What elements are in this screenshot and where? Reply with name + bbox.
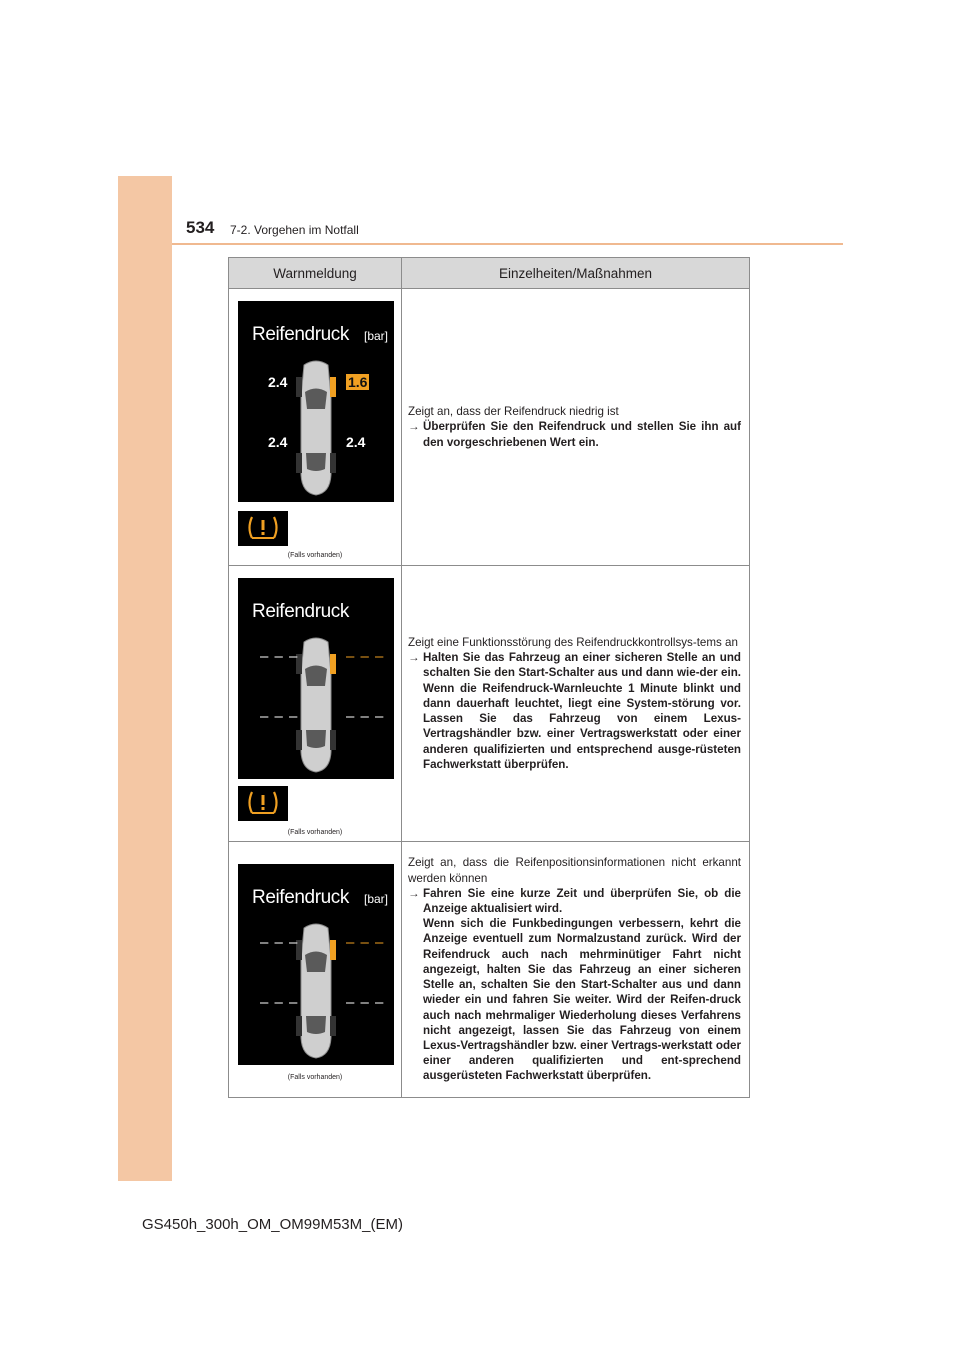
arrow-icon: → <box>408 886 420 900</box>
warning-image-cell <box>229 289 402 566</box>
screen-title: Reifendruck <box>252 887 349 908</box>
pressure-rear-right: – – – <box>346 708 385 725</box>
table-row <box>229 289 750 566</box>
tire-pressure-warning-icon <box>238 511 288 546</box>
action-note: Wenn sich die Funkbedingungen verbessern, kehrt die Anzeige eventuell zum Normalzustand zurück. Wird der Reifendruck auch nach mehrminütiger Fahrt nicht angezeigt, halten Sie das Fahrzeug an einer sicheren Stelle an, schalten Sie den Start-Schalter aus und dann wieder ein und fahren Sie weiter. Wird der Reifen-druck auch nach mehrmaliger Wiederholung dieses Verfahrens nicht angezeigt, lassen Sie das Fahrzeug von einem Lexus-Vertragshändler bzw. einer Vertrags-werkstatt oder einer anderen qualifizierten und ent-sprechend ausgerüsteten Fachwerkstatt überprüfen. <box>423 917 741 1083</box>
screen-title: Reifendruck <box>252 324 349 345</box>
page-number: 534 <box>186 218 215 237</box>
action-item <box>408 886 741 1084</box>
col-header-warning: Warnmeldung <box>229 258 402 289</box>
description: Zeigt an, dass der Reifendruck niedrig ist <box>408 405 619 419</box>
pressure-rear-left: – – – <box>260 708 299 725</box>
car-top-view-icon <box>294 357 338 497</box>
car-top-view-icon <box>294 920 338 1060</box>
tire-pressure-screen <box>238 864 394 1065</box>
col-header-details: Einzelheiten/Maßnahmen <box>402 258 750 289</box>
pressure-front-left: 2.4 <box>268 374 288 390</box>
pressure-front-right: – – – <box>346 648 385 665</box>
action-text: Fahren Sie eine kurze Zeit und überprüfen Sie, ob die Anzeige aktualisiert wird. <box>423 886 741 916</box>
details-cell <box>402 842 750 1098</box>
tire-pressure-screen <box>238 301 394 502</box>
tire-pressure-screen <box>238 578 394 779</box>
pressure-rear-left: – – – <box>260 994 299 1011</box>
chapter-sidebar <box>118 176 172 1181</box>
car-top-view-icon <box>294 634 338 774</box>
optional-note: (Falls vorhanden) <box>287 552 343 559</box>
details-cell <box>402 566 750 842</box>
warning-image-cell <box>229 842 402 1098</box>
optional-note: (Falls vorhanden) <box>287 829 343 836</box>
table-row <box>229 566 750 842</box>
table-header-row <box>229 258 750 289</box>
action-item <box>408 650 741 772</box>
arrow-icon: → <box>408 651 420 665</box>
description: Zeigt eine Funktionsstörung des Reifendruckkontrollsys-tems an <box>408 636 738 650</box>
screen-title: Reifendruck <box>252 601 349 622</box>
pressure-front-left: – – – <box>260 648 299 665</box>
pressure-rear-right: – – – <box>346 994 385 1011</box>
warning-image-cell <box>229 566 402 842</box>
description: Zeigt an, dass die Reifenpositionsinformationen nicht erkannt werden können <box>408 856 741 885</box>
action-text: Überprüfen Sie den Reifendruck und stellen Sie ihn auf den vorgeschriebenen Wert ein. <box>423 420 741 449</box>
table-row <box>229 842 750 1098</box>
action-text: Halten Sie das Fahrzeug an einer sicheren Stelle an und schalten Sie den Start-Schalter aus und dann wie-der ein. Wenn die Reifendruck-Warnleuchte 1 Minute blinkt und dann dauerhaft leuchtet, liegt eine System-störung vor. Lassen Sie das Fahrzeug von einem Lexus-Vertragshändler bzw. einer Vertragswerkstatt oder einer anderen qualifizierten und entsprechend ausge-rüsteten Fachwerkstatt überprüfen. <box>423 651 741 771</box>
action-item <box>408 419 741 449</box>
document-code: GS450h_300h_OM_OM99M53M_(EM) <box>142 1216 403 1233</box>
arrow-icon: → <box>408 420 420 434</box>
screen-unit: [bar] <box>363 329 388 343</box>
pressure-front-right-low: 1.6 <box>348 374 368 390</box>
tire-pressure-warning-icon <box>238 786 288 821</box>
pressure-front-right: – – – <box>346 934 385 951</box>
action-body <box>423 886 741 1084</box>
pressure-rear-right: 2.4 <box>346 434 366 450</box>
details-cell <box>402 289 750 566</box>
warning-table <box>228 257 750 1098</box>
pressure-front-left: – – – <box>260 934 299 951</box>
screen-unit: [bar] <box>363 892 388 906</box>
optional-note: (Falls vorhanden) <box>287 1074 343 1081</box>
header-rule <box>172 243 843 245</box>
pressure-rear-left: 2.4 <box>268 434 288 450</box>
section-title: 7-2. Vorgehen im Notfall <box>230 223 359 237</box>
